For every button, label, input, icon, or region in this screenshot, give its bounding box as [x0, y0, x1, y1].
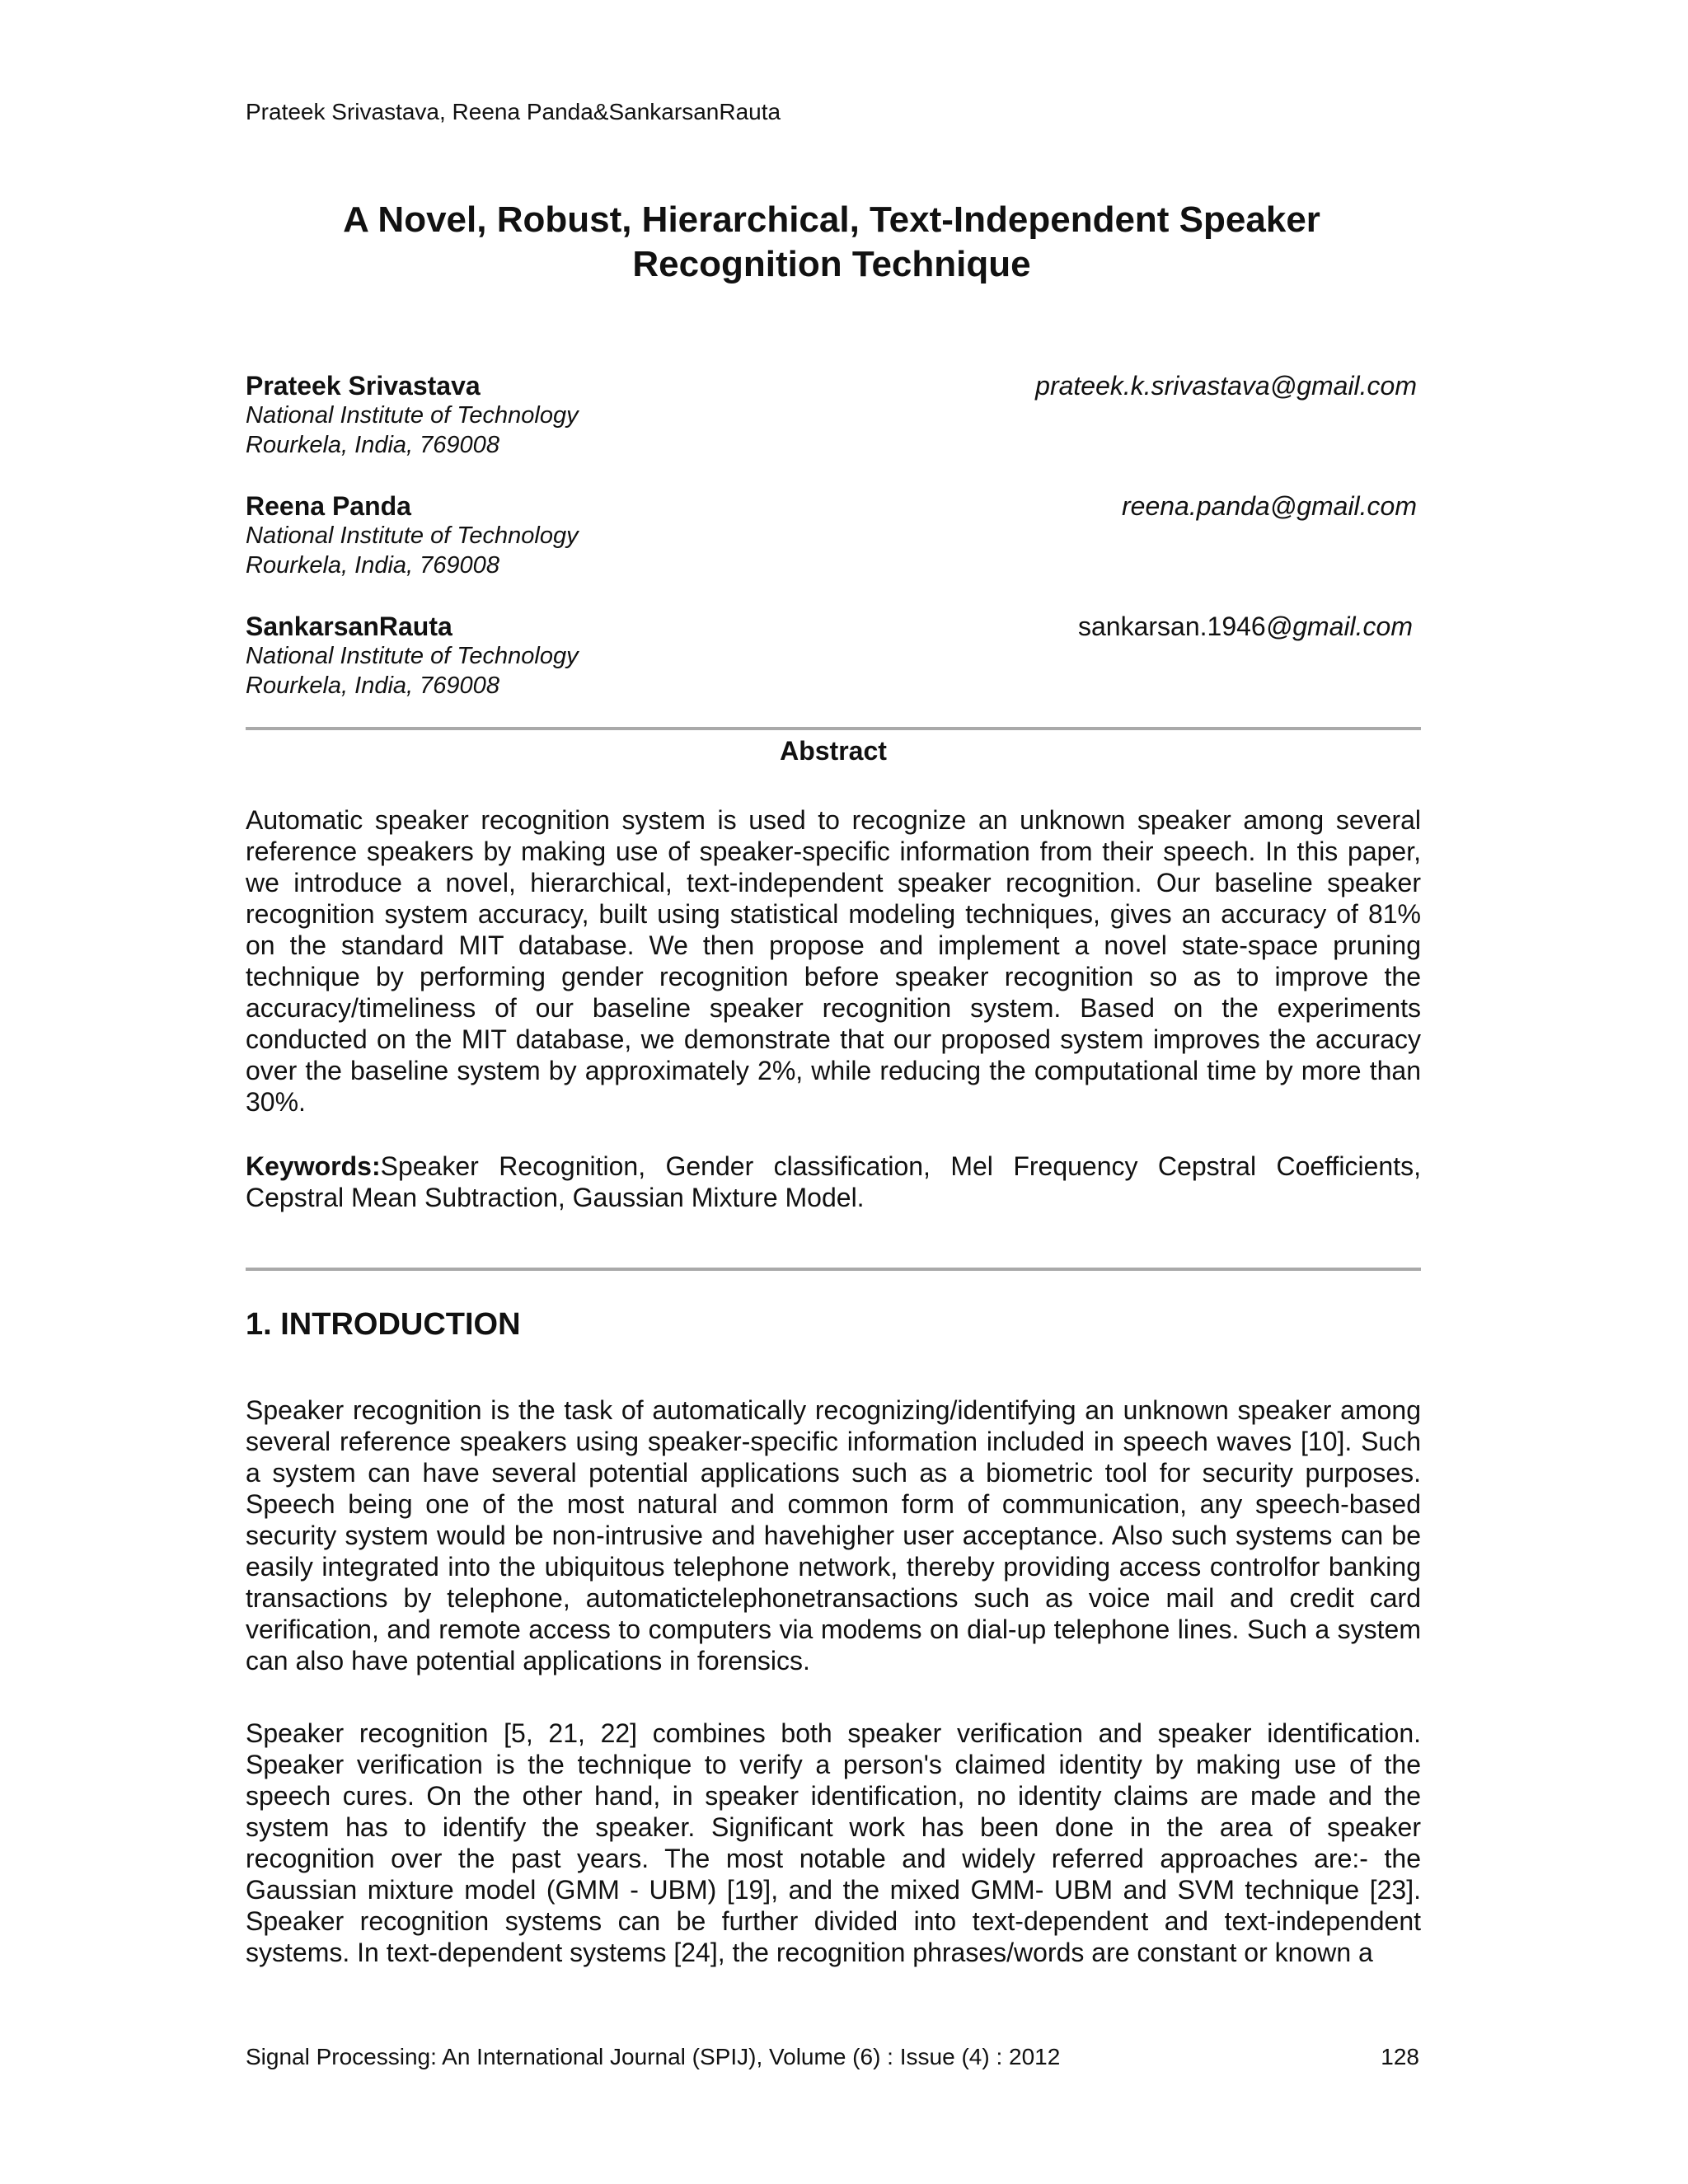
author-affiliation: National Institute of Technology	[246, 402, 579, 429]
author-location: Rourkela, India, 769008	[246, 673, 499, 699]
running-head: Prateek Srivastava, Reena Panda&SankarsanRauta	[246, 99, 781, 124]
divider-top	[246, 727, 1421, 730]
author-email-2	[1122, 491, 1417, 521]
author-affiliation: National Institute of Technology	[246, 643, 579, 669]
abstract-heading: Abstract	[780, 736, 887, 766]
email-italic: @gmail.com	[1265, 612, 1413, 641]
section-heading: 1. INTRODUCTION	[246, 1307, 521, 1342]
author-name: SankarsanRauta	[246, 612, 452, 641]
email-plain: sankarsan.1946	[1077, 612, 1266, 641]
author-email-1	[1035, 371, 1417, 401]
paper-title	[246, 198, 1418, 287]
author-location: Rourkela, India, 769008	[246, 552, 499, 579]
intro-paragraph-2: Speaker recognition [5, 21, 22] combines both speaker verification and speaker identification. Speaker verification is the technique to verify a person's claimed identity by making use of the speech cures. On the other hand, in speaker identification, no identity claims are made and the system has to identify the speaker. Significant work has been done in the area of speaker recognition over the past years. The most notable and widely referred approaches are:- the Gaussian mixture model (GMM - UBM) [19], and the mixed GMM- UBM and SVM technique [23]. Speaker recognition systems can be further divided into text-dependent and text-independent systems. In text-dependent systems [24], the recognition phrases/words are constant or known a	[246, 1718, 1421, 1967]
keywords	[246, 1151, 1421, 1213]
title-line-1: A Novel, Robust, Hierarchical, Text-Independent Speaker	[343, 199, 1320, 240]
keywords-label: Keywords:	[246, 1151, 381, 1181]
author-name: Prateek Srivastava	[246, 371, 481, 401]
author-email-3	[1078, 612, 1413, 641]
footer-journal: Signal Processing: An International Journal (SPIJ), Volume (6) : Issue (4) : 2012	[246, 2044, 1061, 2069]
author-affiliation: National Institute of Technology	[246, 523, 579, 549]
keywords-text: Speaker Recognition, Gender classification, Mel Frequency Cepstral Coefficients, Cepstral Mean Subtraction, Gaussian Mixture Model.	[246, 1151, 1421, 1212]
email-italic: reena.panda@gmail.com	[1121, 491, 1417, 521]
email-italic: prateek.k.srivastava@gmail.com	[1035, 371, 1417, 401]
divider-bottom	[246, 1268, 1421, 1271]
page-number: 128	[1381, 2044, 1419, 2069]
author-location: Rourkela, India, 769008	[246, 432, 499, 458]
title-line-2: Recognition Technique	[632, 244, 1031, 284]
abstract-text: Automatic speaker recognition system is used to recognize an unknown speaker among several reference speakers by making use of speaker-specific information from their speech. In this paper, we introduce a novel, hierarchical, text-independent speaker recognition. Our baseline speaker recognition system accuracy, built using statistical modeling techniques, gives an accuracy of 81% on the standard MIT database. We then propose and implement a novel state-space pruning technique by performing gender recognition before speaker recognition so as to improve the accuracy/timeliness of our baseline speaker recognition system. Based on the experiments conducted on the MIT database, we demonstrate that our proposed system improves the accuracy over the baseline system by approximately 2%, while reducing the computational time by more than 30%.	[246, 805, 1421, 1117]
author-name: Reena Panda	[246, 491, 411, 521]
intro-paragraph-1: Speaker recognition is the task of automatically recognizing/identifying an unknown speaker among several reference speakers using speaker-specific information included in speech waves [10]. Such a system can have several potential applications such as a biometric tool for security purposes. Speech being one of the most natural and common form of communication, any speech-based security system would be non-intrusive and havehigher user acceptance. Also such systems can be easily integrated into the ubiquitous telephone network, thereby providing access controlfor banking transactions by telephone, automatictelephonetransactions such as voice mail and credit card verification, and remote access to computers via modems on dial-up telephone lines. Such a system can also have potential applications in forensics.	[246, 1395, 1421, 1675]
